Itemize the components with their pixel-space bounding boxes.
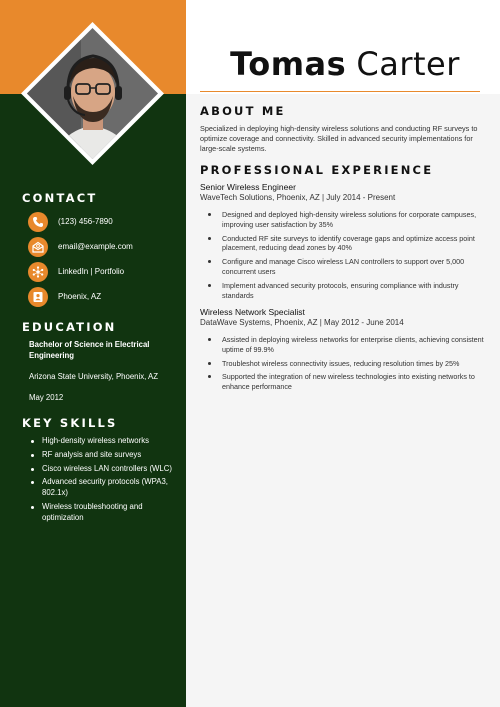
job-meta: DataWave Systems, Phoenix, AZ | May 2012 - June 2014 (200, 318, 404, 327)
first-name: Tomas (230, 45, 347, 83)
contact-address-text: Phoenix, AZ (58, 292, 102, 301)
job-bullet: Implement advanced security protocols, ensuring compliance with industry standards (200, 281, 488, 301)
job-bullets (200, 335, 488, 396)
job-bullet: Conducted RF site surveys to identify coverage gaps and optimize access point placement, reducing dead zones by 40% (200, 234, 488, 254)
bullet-dot (31, 468, 34, 471)
education-heading: EDUCATION (22, 320, 117, 334)
bullet-dot (208, 284, 211, 287)
bullet-dot (208, 338, 211, 341)
skill-item: Wireless troubleshooting and optimization (29, 502, 179, 524)
education-degree: Bachelor of Science in Electrical Engineering (29, 340, 150, 360)
bullet-dot (208, 375, 211, 378)
job-title: Senior Wireless Engineer (200, 182, 296, 192)
email-icon (28, 237, 48, 257)
skills-list (29, 436, 179, 527)
job-meta: WaveTech Solutions, Phoenix, AZ | July 2014 - Present (200, 193, 396, 202)
skill-item: RF analysis and site surveys (29, 450, 179, 461)
contact-email[interactable] (28, 237, 178, 257)
contact-links[interactable] (28, 262, 178, 282)
phone-icon (28, 212, 48, 232)
skills-heading: KEY SKILLS (22, 416, 118, 430)
contact-phone-text: (123) 456-7890 (58, 217, 113, 226)
job-bullet: Supported the integration of new wireless technologies into existing networks to enhance performance (200, 372, 488, 392)
bullet-dot (31, 506, 34, 509)
experience-heading: PROFESSIONAL EXPERIENCE (200, 163, 434, 177)
contact-links-text: LinkedIn | Portfolio (58, 267, 125, 276)
profile-photo-image (21, 22, 164, 165)
education-school: Arizona State University, Phoenix, AZ (29, 372, 158, 381)
skill-item: High-density wireless networks (29, 436, 179, 447)
about-text: Specialized in deploying high-density wireless solutions and conducting RF surveys to optimize coverage and connectivity. Skilled in advanced security implementations for large-scale systems. (200, 124, 478, 153)
job-bullet: Configure and manage Cisco wireless LAN controllers to support over 5,000 concurrent users (200, 257, 488, 277)
contact-phone (28, 212, 178, 232)
skill-item: Cisco wireless LAN controllers (WLC) (29, 464, 179, 475)
bullet-dot (208, 260, 211, 263)
job-bullet: Assisted in deploying wireless networks for enterprise clients, achieving consistent uptime of 99.9% (200, 335, 488, 355)
contact-email-text: email@example.com (58, 242, 133, 251)
contact-heading: CONTACT (22, 191, 98, 205)
bullet-dot (208, 213, 211, 216)
address-icon (28, 287, 48, 307)
bullet-dot (31, 454, 34, 457)
job-bullet: Troubleshot wireless connectivity issues, reducing resolution times by 25% (200, 359, 488, 369)
contact-address (28, 287, 178, 307)
candidate-name (200, 44, 490, 84)
education-date: May 2012 (29, 393, 64, 402)
bullet-dot (208, 362, 211, 365)
sidebar (0, 94, 186, 707)
name-divider (200, 91, 480, 92)
skill-item: Advanced security protocols (WPA3, 802.1x) (29, 477, 179, 499)
bullet-dot (31, 481, 34, 484)
bullet-dot (208, 237, 211, 240)
bullet-dot (31, 440, 34, 443)
job-title: Wireless Network Specialist (200, 307, 305, 317)
job-bullets (200, 210, 488, 304)
last-name: Carter (356, 45, 460, 83)
profile-photo (21, 22, 164, 165)
link-icon (28, 262, 48, 282)
about-heading: ABOUT ME (200, 104, 286, 118)
job-bullet: Designed and deployed high-density wireless solutions for corporate campuses, improving user satisfaction by 35% (200, 210, 488, 230)
